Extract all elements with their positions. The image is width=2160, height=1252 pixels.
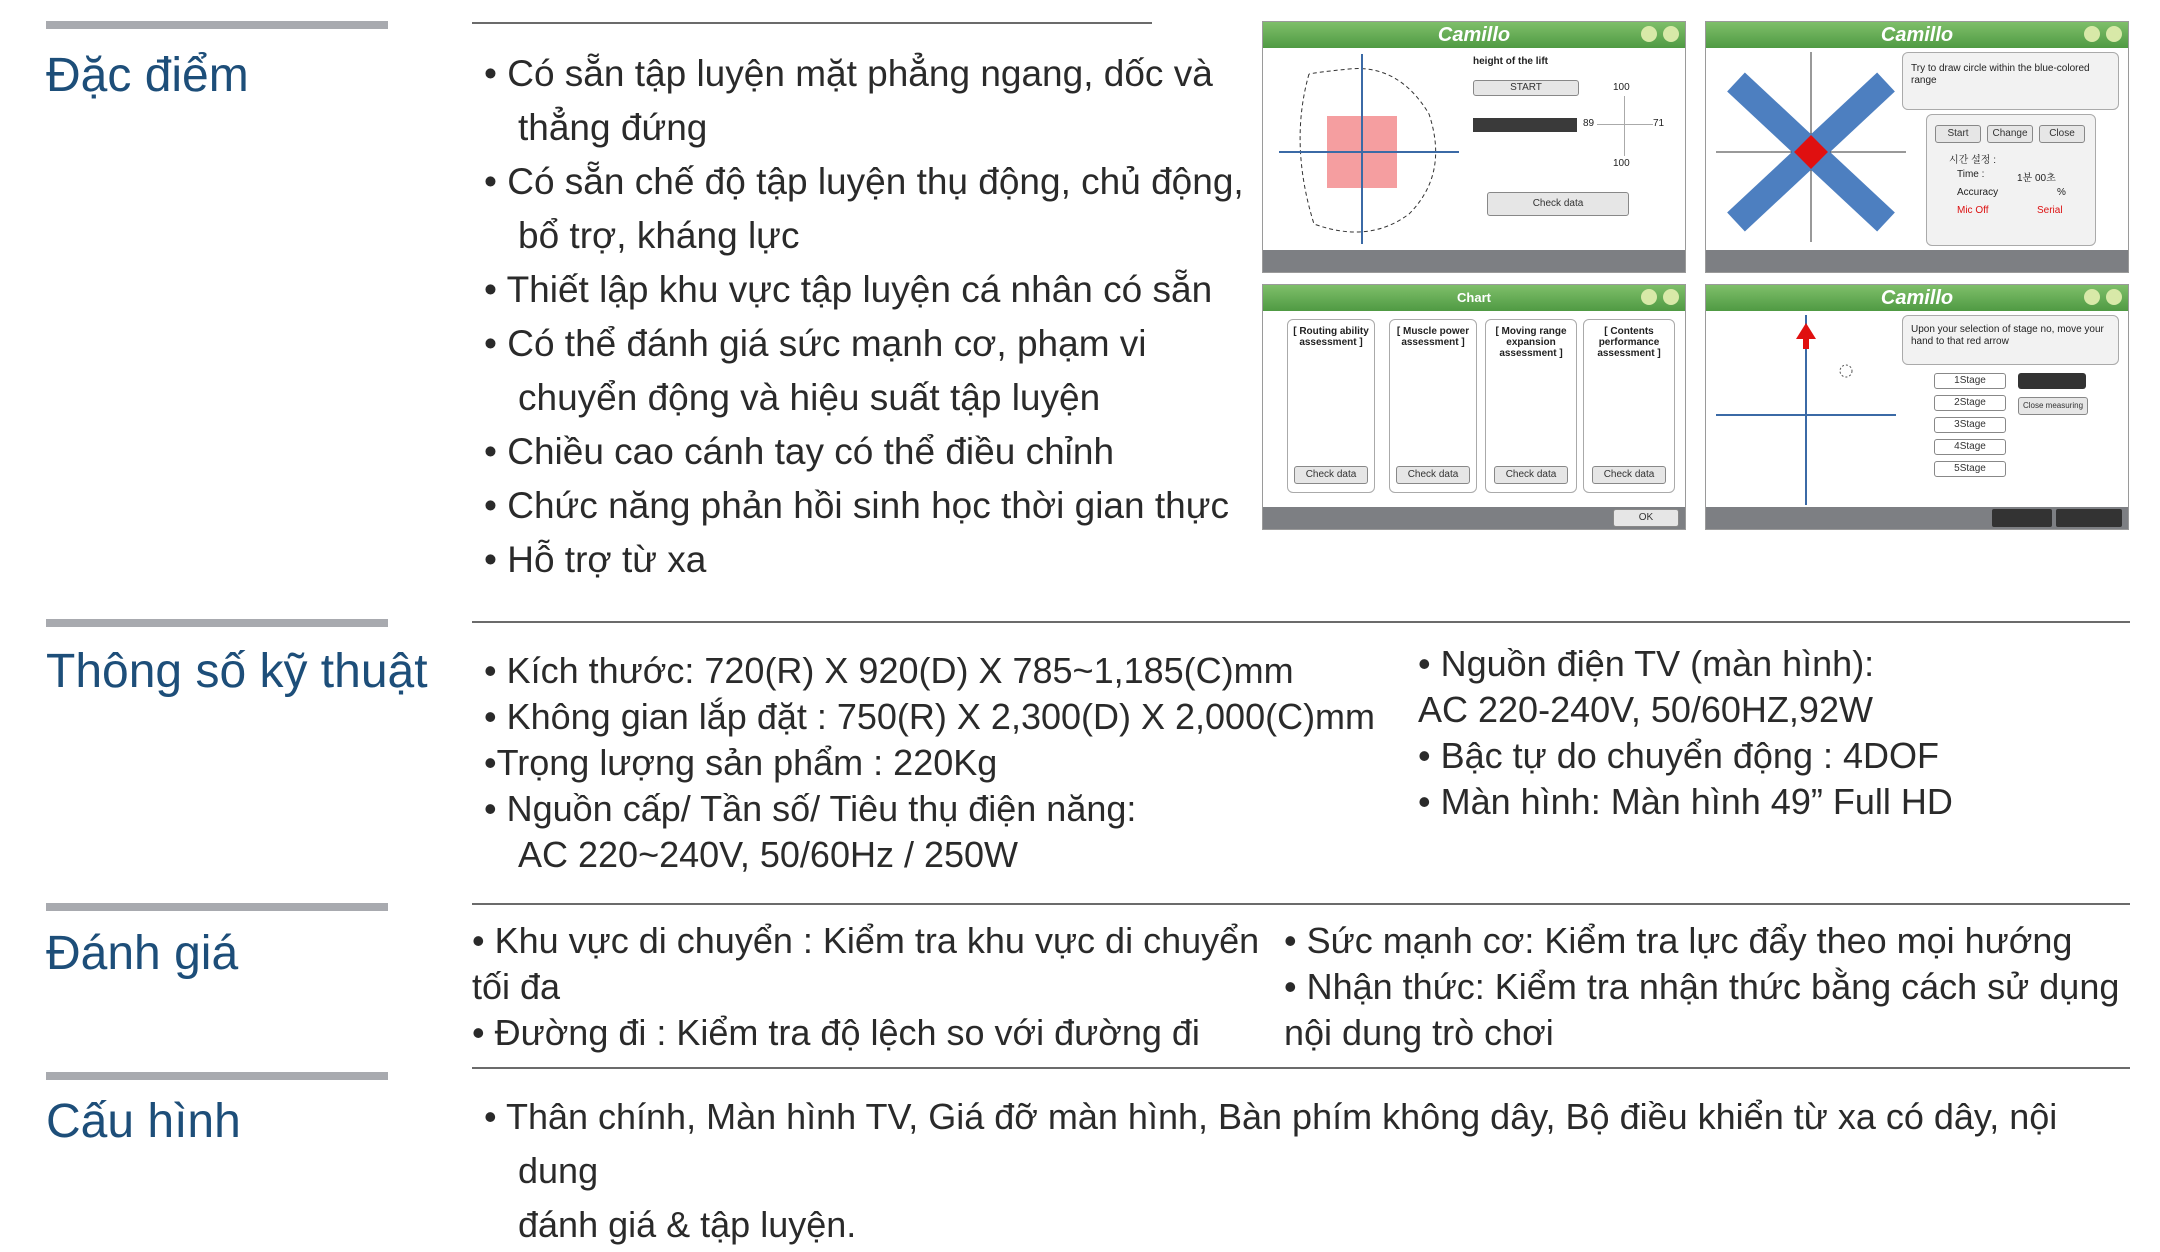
list-item: • Thân chính, Màn hình TV, Giá đỡ màn hình, Bàn phím không dây, Bộ điều khiển từ xa có dây, nội dung [484,1096,2058,1191]
chart-column [1485,319,1577,493]
screenshot-header: Camillo [1263,22,1685,48]
list-item: • Có sẵn chế độ tập luyện thụ động, chủ động, bổ trợ, kháng lực [484,161,1244,256]
list-item: nội dung trò chơi [1284,1012,1554,1053]
screenshot-header: Camillo [1706,22,2128,48]
serial-status: Serial [2037,205,2063,216]
screenshot-footer [1263,250,1685,272]
home-icon [2106,289,2122,305]
change-button[interactable]: Change [1987,125,2033,143]
evaluation-title: Đánh giá [46,927,239,980]
mic-status: Mic Off [1957,205,1989,216]
trajectory-plot [1279,54,1459,244]
list-item: AC 220~240V, 50/60Hz / 250W [518,834,1019,875]
features-list [484,47,1264,587]
footer-button[interactable] [2056,509,2122,527]
value-label: 89 [1583,118,1595,129]
start-button[interactable]: START [1473,80,1579,96]
home-icon [1663,289,1679,305]
list-item: • Màn hình: Màn hình 49” Full HD [1418,781,1953,822]
accuracy-unit: % [2057,187,2066,198]
back-icon [2084,26,2100,42]
close-button[interactable]: Close [2039,125,2085,143]
list-item: • Chức năng phản hồi sinh học thời gian thực [484,485,1229,526]
screenshot-stage-select [1705,284,2129,530]
crosshair-h [1597,124,1653,125]
lift-height-label: height of the lift [1473,56,1548,67]
list-item: • Nhận thức: Kiểm tra nhận thức bằng cách sử dụng [1284,966,2120,1007]
start-button[interactable]: Start [1935,125,1981,143]
list-item: • Bậc tự do chuyển động : 4DOF [1418,735,1939,776]
x-shaped-range [1716,52,1906,242]
footer-button[interactable] [1992,509,2052,527]
features-section-bar [46,21,388,29]
ok-button[interactable]: OK [1613,509,1679,527]
list-item: • Nguồn cấp/ Tần số/ Tiêu thụ điện năng: [484,788,1137,829]
list-item: • Không gian lắp đặt : 750(R) X 2,300(D) X 2,000(C)mm [484,696,1376,737]
specs-left-list [484,648,1384,878]
list-item: đánh giá & tập luyện. [518,1204,857,1245]
stage-option[interactable]: 2Stage [1934,395,2006,411]
screenshot-header: Camillo [1706,285,2128,311]
config-section-bar [46,1072,388,1080]
progress-bar [1473,118,1577,132]
screenshot-draw-circle [1705,21,2129,273]
check-data-button[interactable]: Check data [1396,466,1470,484]
value-label: 71 [1653,118,1665,129]
list-item: • Sức mạnh cơ: Kiểm tra lực đẩy theo mọi hướng [1284,920,2073,961]
check-data-button[interactable]: Check data [1494,466,1568,484]
time-value: 1분 00초 [2017,173,2056,184]
check-data-button[interactable]: Check data [1592,466,1666,484]
list-item: tối đa [472,966,561,1007]
list-item: • Nguồn điện TV (màn hình): [1418,643,1875,684]
list-item: • Khu vực di chuyển : Kiểm tra khu vực di chuyển [472,920,1260,961]
instruction-text: Try to draw circle within the blue-colored range [1911,63,2090,86]
stage-option[interactable]: 1Stage [1934,373,2006,389]
list-item: AC 220-240V, 50/60HZ,92W [1418,689,1873,730]
list-item: • Có thể đánh giá sức mạnh cơ, phạm vi chuyển động và hiệu suất tập luyện [484,323,1147,418]
chart-column-title: [ Moving range expansion assessment ] [1495,326,1567,359]
start-measuring-button[interactable] [2018,373,2086,389]
chart-column [1287,319,1375,493]
evaluation-rule [472,903,2130,905]
stage-option[interactable]: 4Stage [1934,439,2006,455]
accuracy-label: Accuracy [1957,187,1999,198]
chart-column [1389,319,1477,493]
instruction-panel [1902,315,2119,365]
value-label: 100 [1613,82,1630,93]
evaluation-section-bar [46,903,388,911]
chart-column-title: [ Routing ability assessment ] [1293,326,1369,348]
back-icon [1641,289,1657,305]
specs-right-list [1418,641,2118,825]
stage-option[interactable]: 3Stage [1934,417,2006,433]
close-measuring-button[interactable]: Close measuring [2018,397,2088,415]
screenshot-footer [1706,250,2128,272]
list-item: •Trọng lượng sản phẩm : 220Kg [484,742,998,783]
back-icon [2084,289,2100,305]
check-data-button[interactable]: Check data [1294,466,1368,484]
control-panel [1926,114,2096,246]
target-plot [1716,315,1896,505]
evaluation-right-list [1284,918,2144,1056]
list-item: • Có sẵn tập luyện mặt phẳng ngang, dốc và thẳng đứng [484,53,1213,148]
list-item: • Hỗ trợ từ xa [484,539,707,580]
back-icon [1641,26,1657,42]
time-setting-label: 시간 설정 : [1949,155,1996,166]
evaluation-left-list [472,918,1272,1056]
home-icon [2106,26,2122,42]
features-top-rule [472,22,1152,24]
value-label: 100 [1613,158,1630,169]
crosshair-v [1624,96,1625,156]
check-data-button[interactable]: Check data [1487,192,1629,216]
list-item: • Kích thước: 720(R) X 920(D) X 785~1,185(C)mm [484,650,1294,691]
instruction-text: Upon your selection of stage no, move your hand to that red arrow [1911,324,2104,347]
screenshot-lift-height [1262,21,1686,273]
time-label: Time : [1957,169,1985,180]
specs-title: Thông số kỹ thuật [46,645,428,698]
features-title: Đặc điểm [46,49,249,102]
list-item: • Thiết lập khu vực tập luyện cá nhân có sẵn [484,269,1213,310]
config-rule [472,1067,2130,1069]
config-title: Cấu hình [46,1095,241,1148]
stage-option[interactable]: 5Stage [1934,461,2006,477]
config-list [484,1090,2144,1252]
screenshot-header: Chart [1263,285,1685,311]
list-item: • Chiều cao cánh tay có thể điều chỉnh [484,431,1115,472]
screenshot-chart [1262,284,1686,530]
home-icon [1663,26,1679,42]
list-item: • Đường đi : Kiểm tra độ lệch so với đường đi [472,1012,1200,1053]
specs-section-bar [46,619,388,627]
chart-column-title: [ Contents performance assessment ] [1597,326,1661,359]
chart-column-title: [ Muscle power assessment ] [1396,326,1470,348]
specs-rule [472,621,2130,623]
instruction-panel [1902,52,2119,110]
chart-column [1583,319,1675,493]
